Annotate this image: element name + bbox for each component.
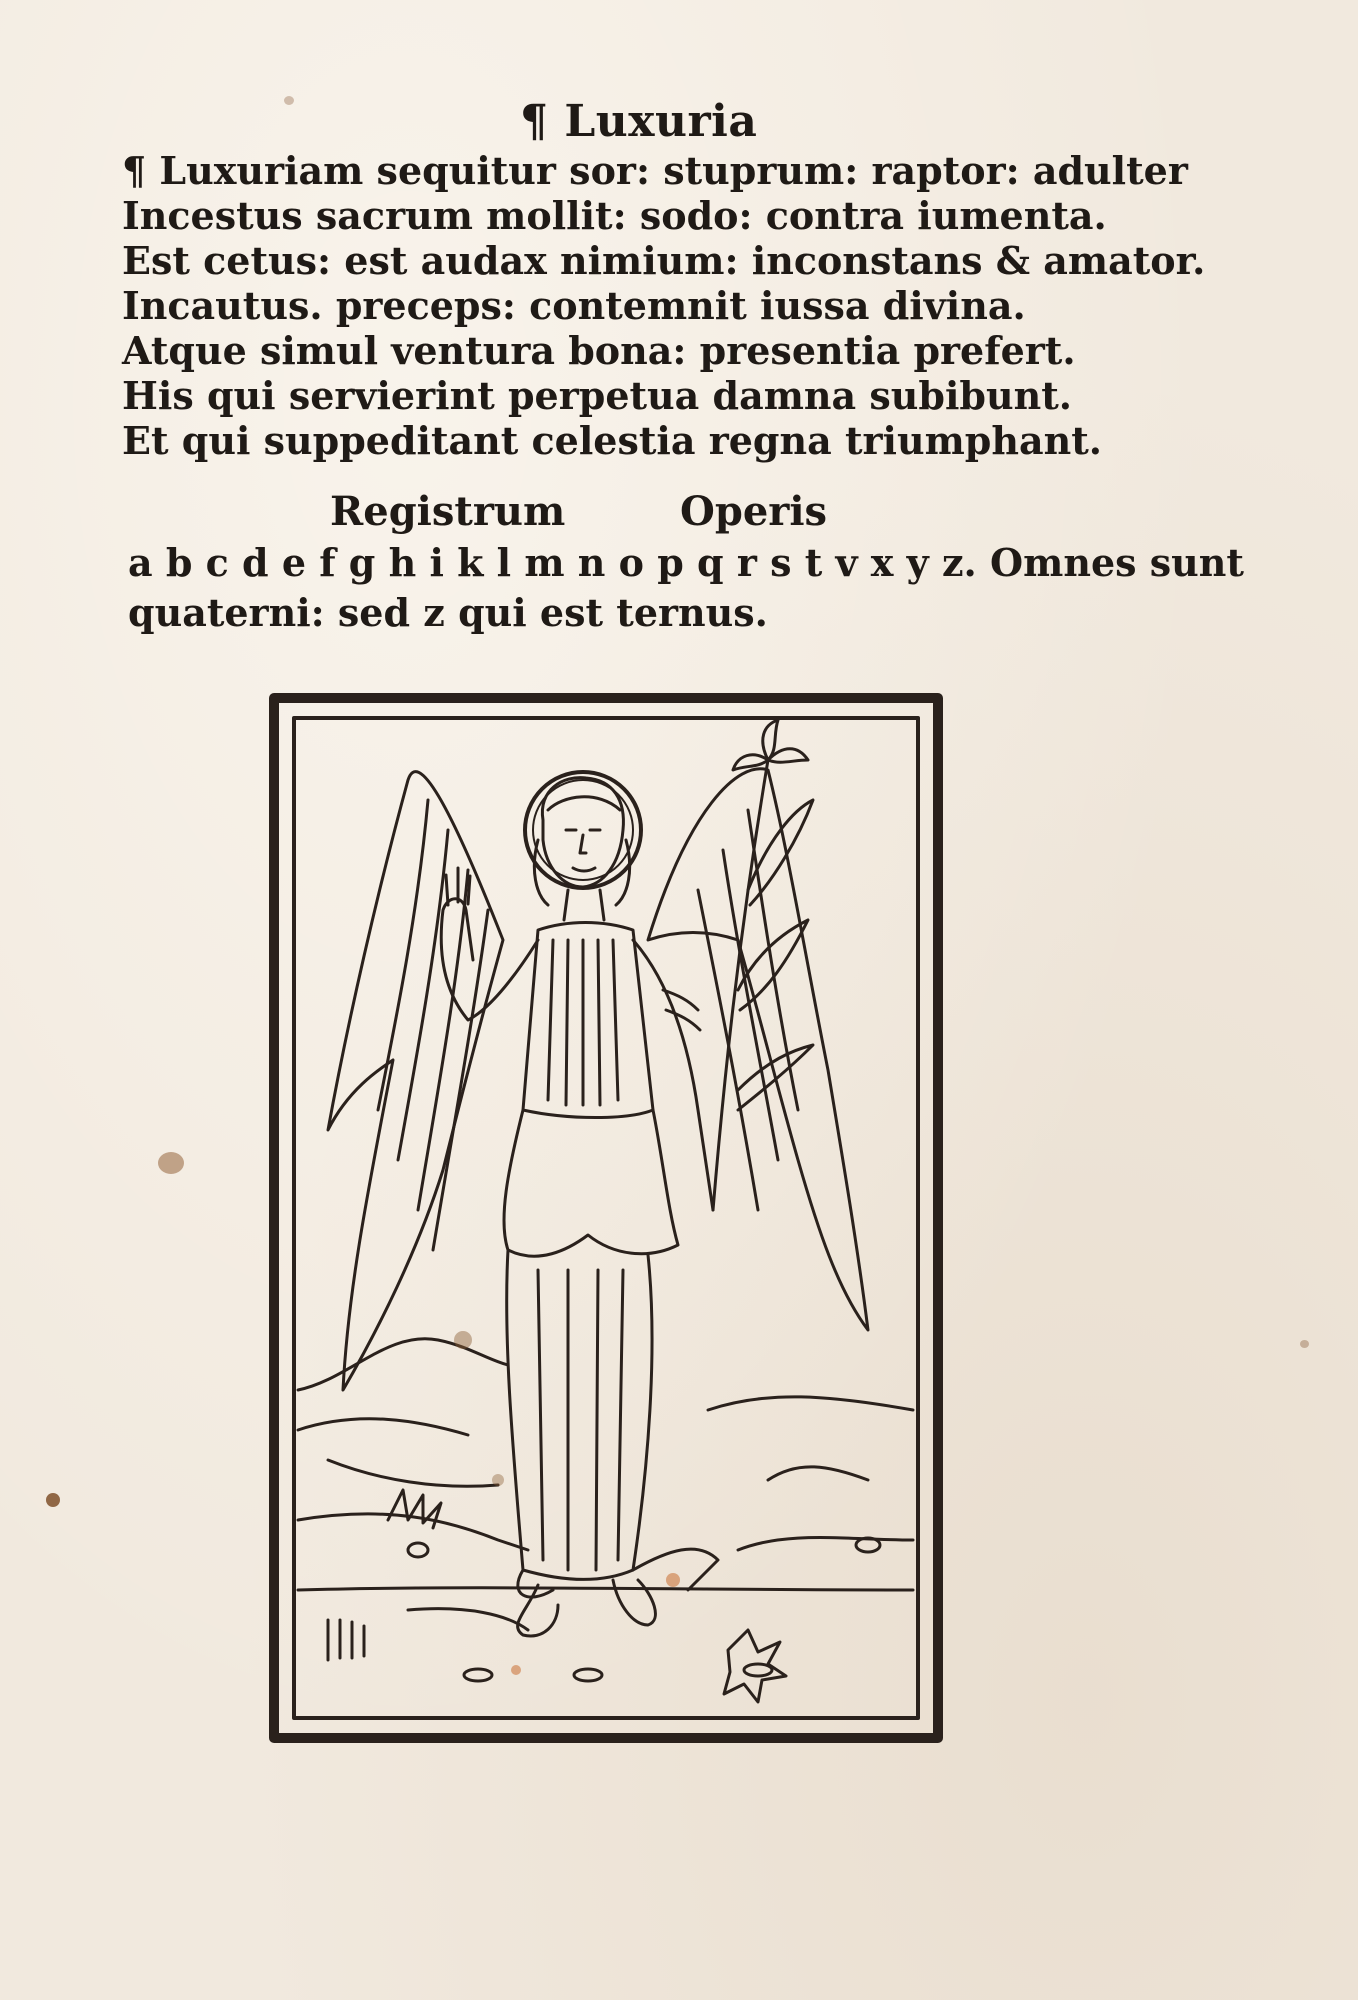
register-label: Registrum [330, 488, 566, 535]
woodcut-inner-frame [294, 718, 918, 1718]
verse-line-4: Incautus. preceps: contemnit iussa divina. [122, 283, 1026, 328]
verse-line-5: Atque simul ventura bona: presentia prefert. [122, 328, 1076, 373]
verse-line-3: Est cetus: est audax nimium: inconstans & amator. [122, 238, 1206, 283]
right-wing [648, 769, 868, 1330]
angel-woodcut-illustration [268, 690, 948, 1750]
paper-speck [284, 96, 294, 105]
pilcrow-icon: ¶ [520, 96, 565, 147]
register-signatures [128, 538, 1244, 638]
lily-icon [713, 720, 813, 1210]
angel-raised-arm [441, 868, 538, 1020]
verse-line-6: His qui servierint perpetua damna subibunt. [122, 373, 1073, 418]
verse-line-1: ¶ Luxuriam sequitur sor: stuprum: raptor: adulter [122, 148, 1188, 193]
angel-robe [504, 890, 718, 1597]
woodcut-outer-frame [274, 698, 938, 1738]
signature-line: a b c d e f g h i k l m n o p q r s t v x y z. Omnes sunt [128, 540, 1244, 585]
verse-line-2: Incestus sacrum mollit: sodo: contra iumenta. [122, 193, 1107, 238]
landscape [298, 1339, 913, 1702]
paper-speck [1300, 1340, 1309, 1348]
section-heading [520, 96, 757, 147]
verse-block [122, 148, 1206, 463]
angel-lowered-arm [633, 940, 713, 1210]
pilcrow-icon: ¶ [122, 148, 160, 193]
signature-tail: quaterni: sed z qui est ternus. [128, 590, 768, 635]
paper-stain [158, 1152, 184, 1174]
register-operis-label: Operis [680, 488, 828, 535]
angel-head [534, 778, 629, 905]
paper-spot [46, 1493, 60, 1507]
heading-text: Luxuria [564, 96, 758, 147]
verse-line-7: Et qui suppeditant celestia regna triumphant. [122, 418, 1103, 463]
left-wing [328, 772, 503, 1390]
